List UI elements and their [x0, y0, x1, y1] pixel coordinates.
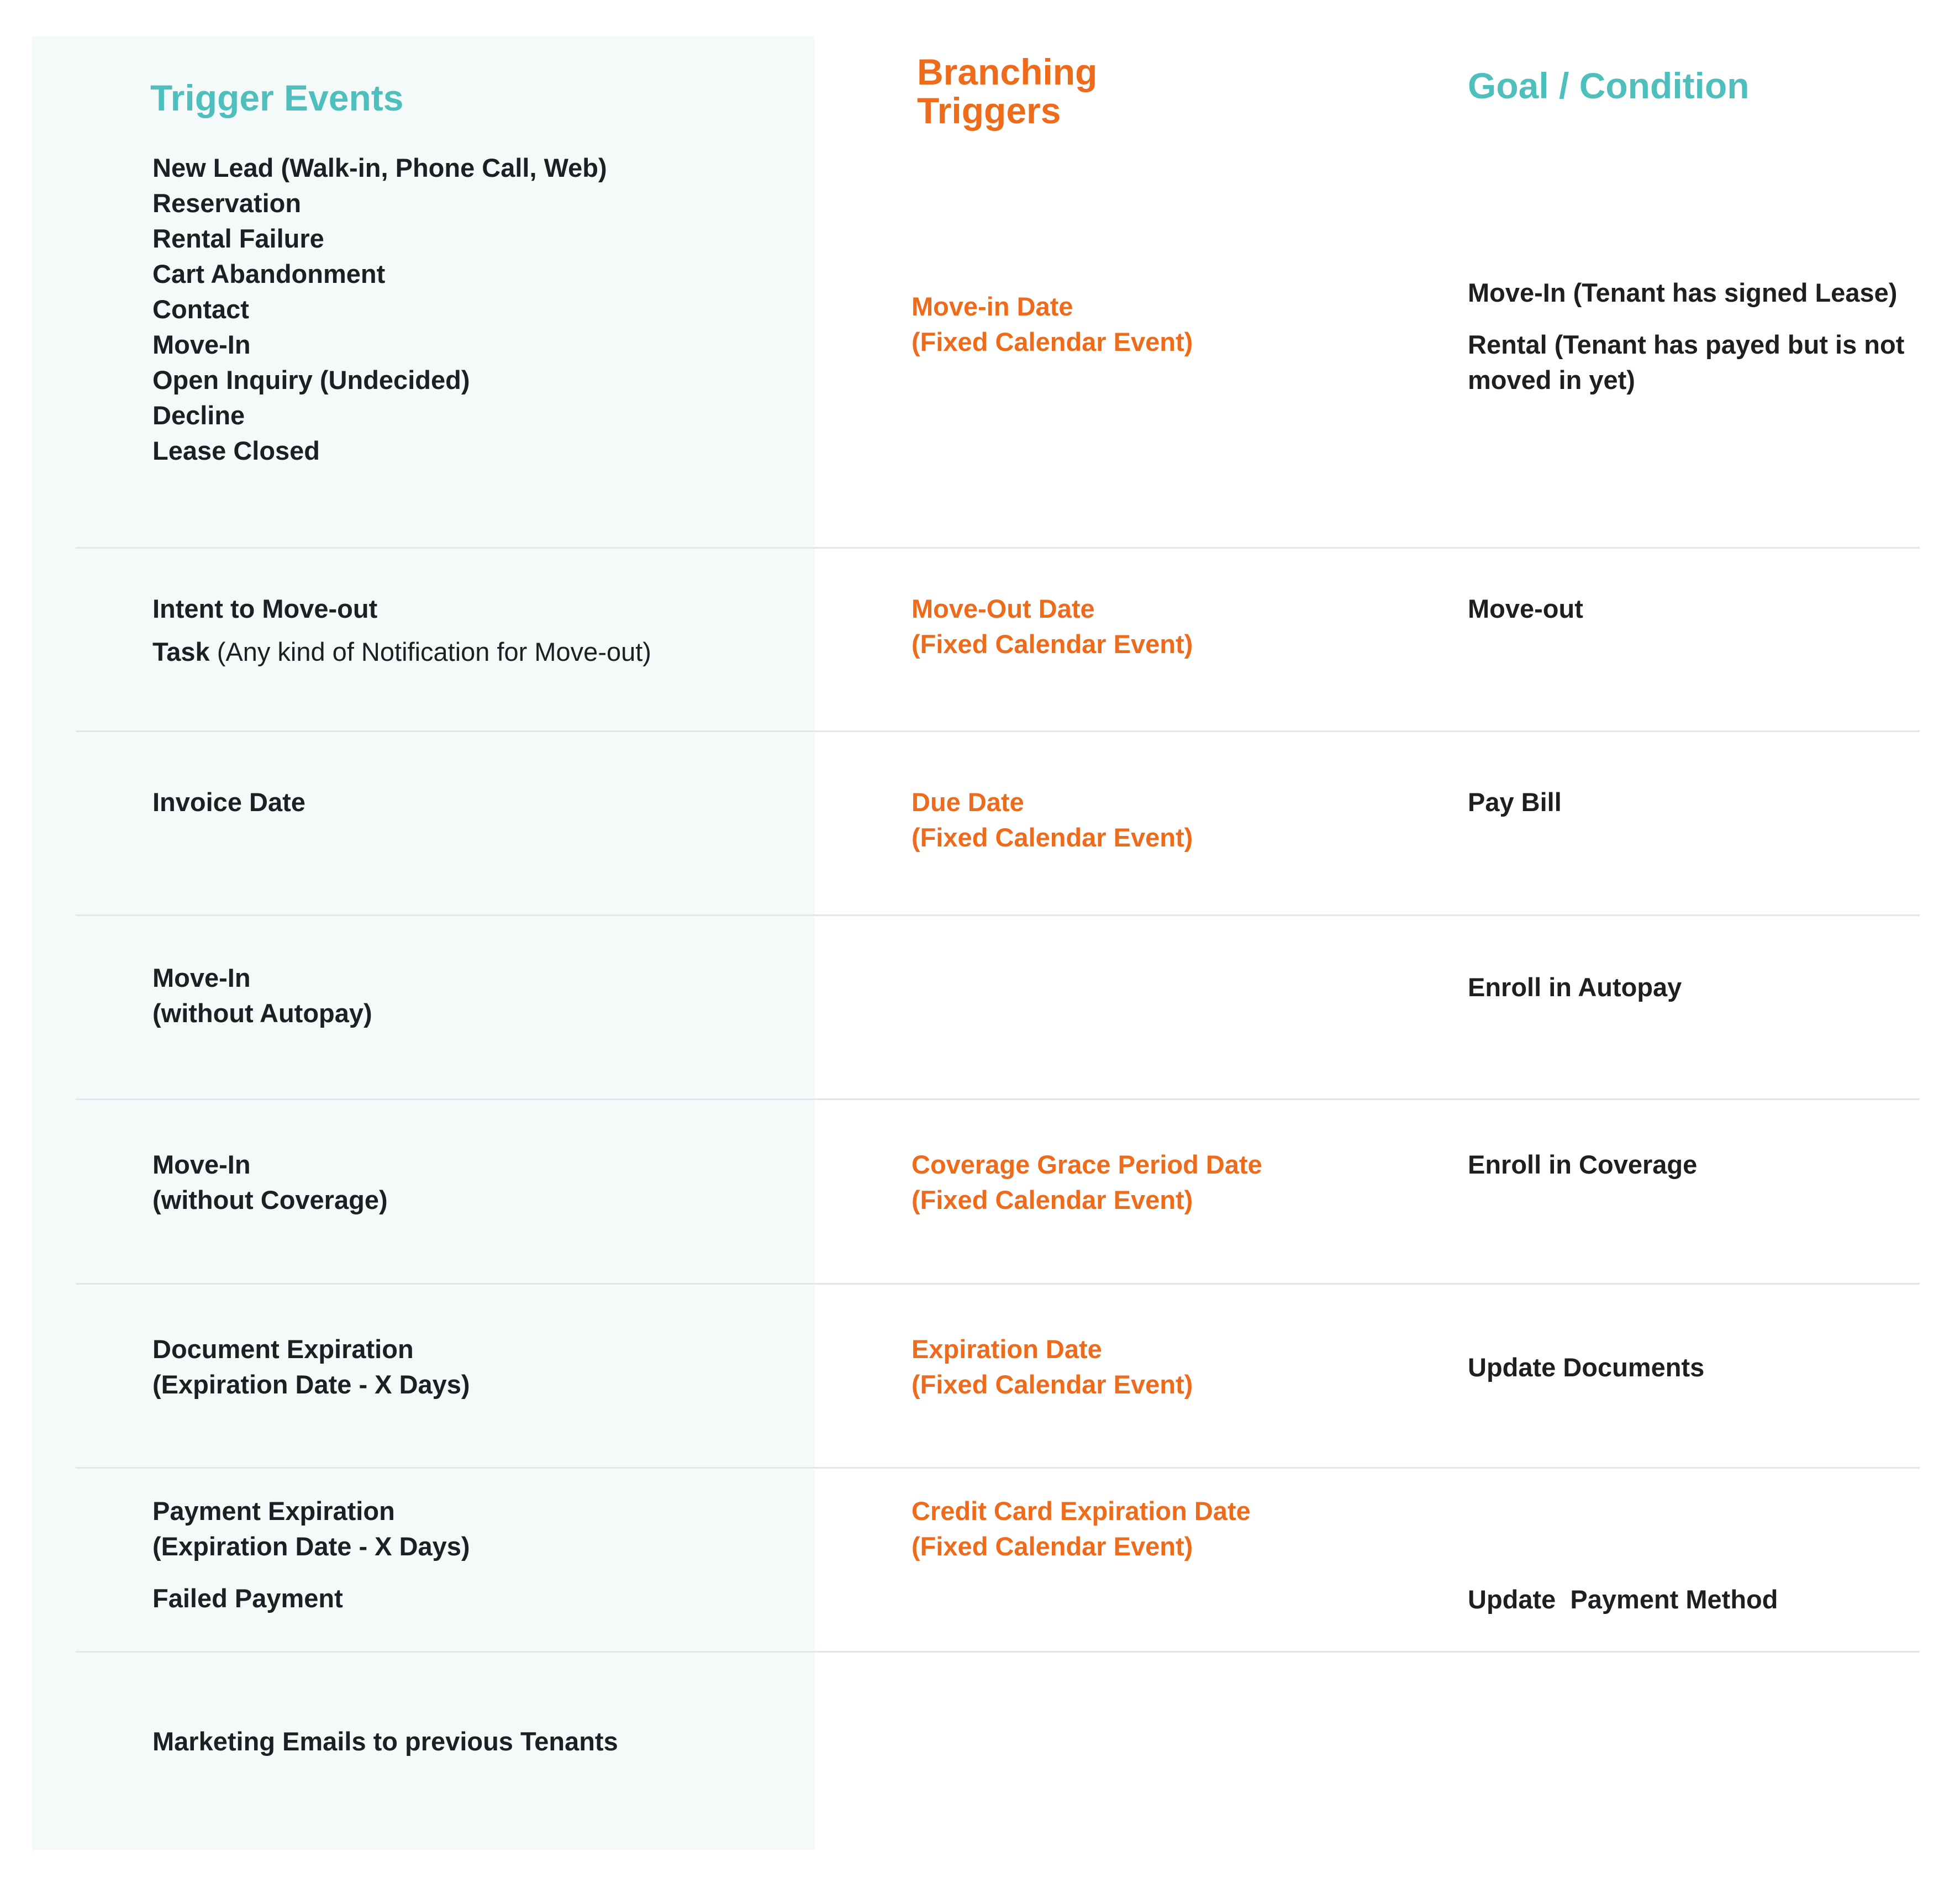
branching-trigger-name: Move-Out Date [911, 594, 1095, 623]
goal-condition-header: Goal / Condition [1468, 65, 1750, 106]
row6-trigger-events [152, 1332, 470, 1402]
goal-item: Update Payment Method [1468, 1585, 1778, 1614]
trigger-event-item: Move-In [152, 1150, 251, 1179]
row7-branching-trigger [911, 1493, 1251, 1564]
trigger-event-note: (without Coverage) [152, 1185, 388, 1214]
row7-trigger-events [152, 1493, 470, 1616]
row2-goal [1468, 591, 1583, 627]
trigger-event-item: Failed Payment [152, 1584, 343, 1613]
goal-item: Enroll in Coverage [1468, 1150, 1698, 1179]
row2-trigger-events [152, 591, 651, 670]
branching-trigger-note: (Fixed Calendar Event) [911, 823, 1193, 852]
goal-item: Enroll in Autopay [1468, 972, 1682, 1002]
goal-item: Update Documents [1468, 1353, 1705, 1382]
row3-branching-trigger [911, 785, 1193, 855]
branching-triggers-header-line1: Branching [917, 51, 1098, 92]
branching-triggers-header-line2: Triggers [917, 90, 1061, 131]
trigger-event-item: Lease Closed [152, 436, 320, 465]
branching-trigger-note: (Fixed Calendar Event) [911, 1185, 1193, 1214]
trigger-events-header: Trigger Events [150, 77, 404, 118]
trigger-event-item: Rental Failure [152, 224, 324, 253]
goal-item: Move-In (Tenant has signed Lease) [1468, 278, 1898, 307]
row6-branching-trigger [911, 1332, 1193, 1402]
trigger-event-task [152, 634, 651, 670]
trigger-event-note: (without Autopay) [152, 998, 372, 1028]
row4-trigger-events [152, 960, 372, 1031]
row3-trigger-events [152, 785, 305, 820]
trigger-event-item: Document Expiration [152, 1334, 414, 1364]
branching-triggers-header [917, 52, 1193, 130]
trigger-event-item: Payment Expiration [152, 1496, 395, 1526]
branching-trigger-name: Move-in Date [911, 292, 1073, 321]
row-divider [76, 1467, 1920, 1469]
task-description: (Any kind of Notification for Move-out) [209, 637, 651, 666]
branching-trigger-note: (Fixed Calendar Event) [911, 1370, 1193, 1399]
branching-trigger-name: Expiration Date [911, 1334, 1102, 1364]
branching-trigger-note: (Fixed Calendar Event) [911, 629, 1193, 659]
row5-trigger-events [152, 1147, 388, 1218]
row-divider [76, 1098, 1920, 1100]
branching-trigger-name: Coverage Grace Period Date [911, 1150, 1262, 1179]
row1-branching-trigger [911, 289, 1193, 360]
trigger-event-note: (Expiration Date - X Days) [152, 1370, 470, 1399]
row5-goal [1468, 1147, 1697, 1182]
row-divider [76, 730, 1920, 732]
row1-goal [1468, 275, 1904, 398]
row4-goal [1468, 970, 1682, 1005]
row1-trigger-events [152, 150, 607, 469]
branching-trigger-note: (Fixed Calendar Event) [911, 1532, 1193, 1561]
row-divider [76, 1283, 1920, 1285]
row7-goal [1468, 1511, 1778, 1653]
goal-item: Pay Bill [1468, 787, 1562, 817]
trigger-event-item: New Lead (Walk-in, Phone Call, Web) [152, 153, 607, 182]
trigger-event-item: Contact [152, 294, 249, 324]
row8-trigger-events [152, 1724, 618, 1759]
trigger-event-item: Move-In [152, 963, 251, 992]
trigger-event-item: Marketing Emails to previous Tenants [152, 1727, 618, 1756]
trigger-event-item: Open Inquiry (Undecided) [152, 365, 470, 395]
branching-trigger-name: Credit Card Expiration Date [911, 1496, 1251, 1526]
row-divider [76, 547, 1920, 549]
trigger-event-item: Move-In [152, 330, 251, 359]
goal-item: Move-out [1468, 594, 1583, 623]
trigger-event-note: (Expiration Date - X Days) [152, 1532, 470, 1561]
trigger-event-item: Intent to Move-out [152, 594, 378, 623]
trigger-event-item: Invoice Date [152, 787, 305, 817]
row3-goal [1468, 785, 1562, 820]
goal-item: Rental (Tenant has payed but is not [1468, 330, 1905, 359]
row-divider [76, 914, 1920, 916]
goal-item-continued: moved in yet) [1468, 365, 1635, 395]
trigger-event-item: Cart Abandonment [152, 259, 386, 288]
branching-trigger-note: (Fixed Calendar Event) [911, 327, 1193, 356]
trigger-event-item: Reservation [152, 188, 302, 218]
task-label: Task [152, 637, 210, 666]
trigger-event-item: Decline [152, 401, 245, 430]
row2-branching-trigger [911, 591, 1193, 662]
row5-branching-trigger [911, 1147, 1262, 1218]
branching-trigger-name: Due Date [911, 787, 1024, 817]
row6-goal [1468, 1350, 1704, 1385]
